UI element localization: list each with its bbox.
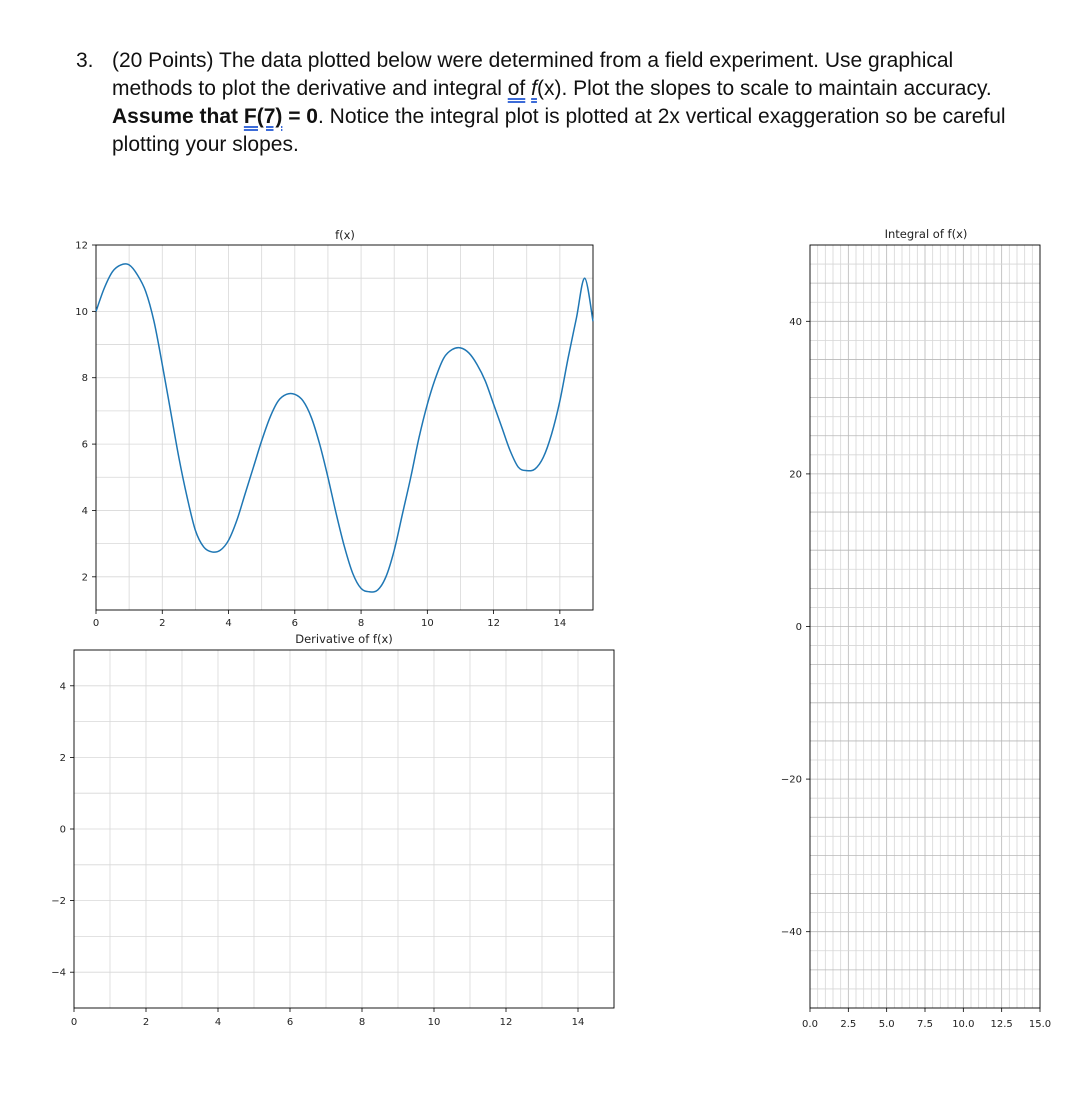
- fx-xtick-label: 6: [291, 618, 298, 629]
- italic-f: f: [531, 77, 537, 100]
- derivative-xtick-label: 6: [286, 1017, 294, 1028]
- integral-ytick-label: 40: [789, 316, 802, 328]
- fx-ytick-label: 8: [81, 373, 88, 385]
- derivative-xtick-label: 4: [214, 1017, 222, 1028]
- integral-xtick-label: 15.0: [1028, 1019, 1052, 1030]
- derivative-xtick-label: 14: [571, 1017, 585, 1028]
- derivative-ytick-label: 0: [59, 824, 66, 836]
- fx-series-line: [96, 264, 593, 592]
- integral-xtick-label: 5.0: [878, 1019, 895, 1030]
- fx-xtick-label: 0: [92, 618, 100, 629]
- question-text-1: The data plotted below were determined from a field experiment. Use graphical methods to plot the derivative and integral: [112, 49, 954, 100]
- derivative-xtick-label: 2: [142, 1017, 150, 1028]
- derivative-xtick-label: 8: [358, 1017, 366, 1028]
- assume-bold: Assume that F(7) = 0: [112, 105, 318, 128]
- integral-ytick-label: −20: [780, 774, 802, 786]
- fx-plot: [75, 241, 593, 630]
- fx-xtick-label: 14: [553, 618, 567, 629]
- derivative-title: Derivative of f(x): [295, 632, 393, 646]
- fx-xtick-label: 10: [420, 618, 434, 629]
- F7-underlined: F(7): [243, 105, 283, 128]
- derivative-xtick-label: 10: [427, 1017, 441, 1028]
- derivative-ytick-label: 4: [59, 681, 66, 693]
- fx-ytick-label: 12: [75, 240, 88, 252]
- fx-title: f(x): [335, 228, 355, 242]
- underlined-of: of: [507, 77, 526, 100]
- fx-xtick-label: 12: [487, 618, 500, 629]
- fx-xtick-label: 2: [159, 618, 166, 629]
- question-text-3: . Notice the integral plot is plotted at 2x vertical exaggeration so be careful plotting your slopes.: [112, 105, 1006, 156]
- fx-ytick-label: 6: [81, 439, 88, 451]
- fx-frame: [96, 245, 593, 610]
- derivative-ytick-label: −4: [51, 967, 66, 979]
- derivative-plot: [51, 650, 614, 1028]
- integral-xtick-label: 12.5: [990, 1019, 1013, 1030]
- fx-ytick-label: 10: [75, 306, 88, 318]
- derivative-ytick-label: 2: [59, 752, 66, 764]
- integral-ytick-label: 0: [795, 622, 802, 633]
- integral-ytick-label: 20: [789, 469, 802, 481]
- integral-xtick-label: 7.5: [917, 1019, 933, 1030]
- derivative-xtick-label: 0: [70, 1017, 78, 1028]
- fx-ytick-label: 2: [81, 572, 88, 584]
- question-points: (20 Points): [112, 49, 214, 72]
- derivative-ytick-label: −2: [51, 896, 66, 908]
- derivative-xtick-label: 12: [499, 1017, 513, 1028]
- fx-xtick-label: 8: [357, 618, 365, 629]
- fx-xtick-label: 4: [225, 618, 232, 629]
- integral-xtick-label: 10.0: [952, 1019, 975, 1030]
- integral-xtick-label: 2.5: [840, 1019, 857, 1030]
- question-text-2: (x). Plot the slopes to scale to maintain accuracy.: [536, 77, 992, 100]
- integral-xtick-label: 0.0: [802, 1019, 818, 1030]
- question-number: 3.: [76, 49, 94, 72]
- fx-ytick-label: 4: [81, 505, 88, 517]
- integral-ytick-label: −40: [780, 927, 802, 939]
- integral-plot: [781, 245, 1051, 1030]
- integral-title: Integral of f(x): [884, 227, 968, 241]
